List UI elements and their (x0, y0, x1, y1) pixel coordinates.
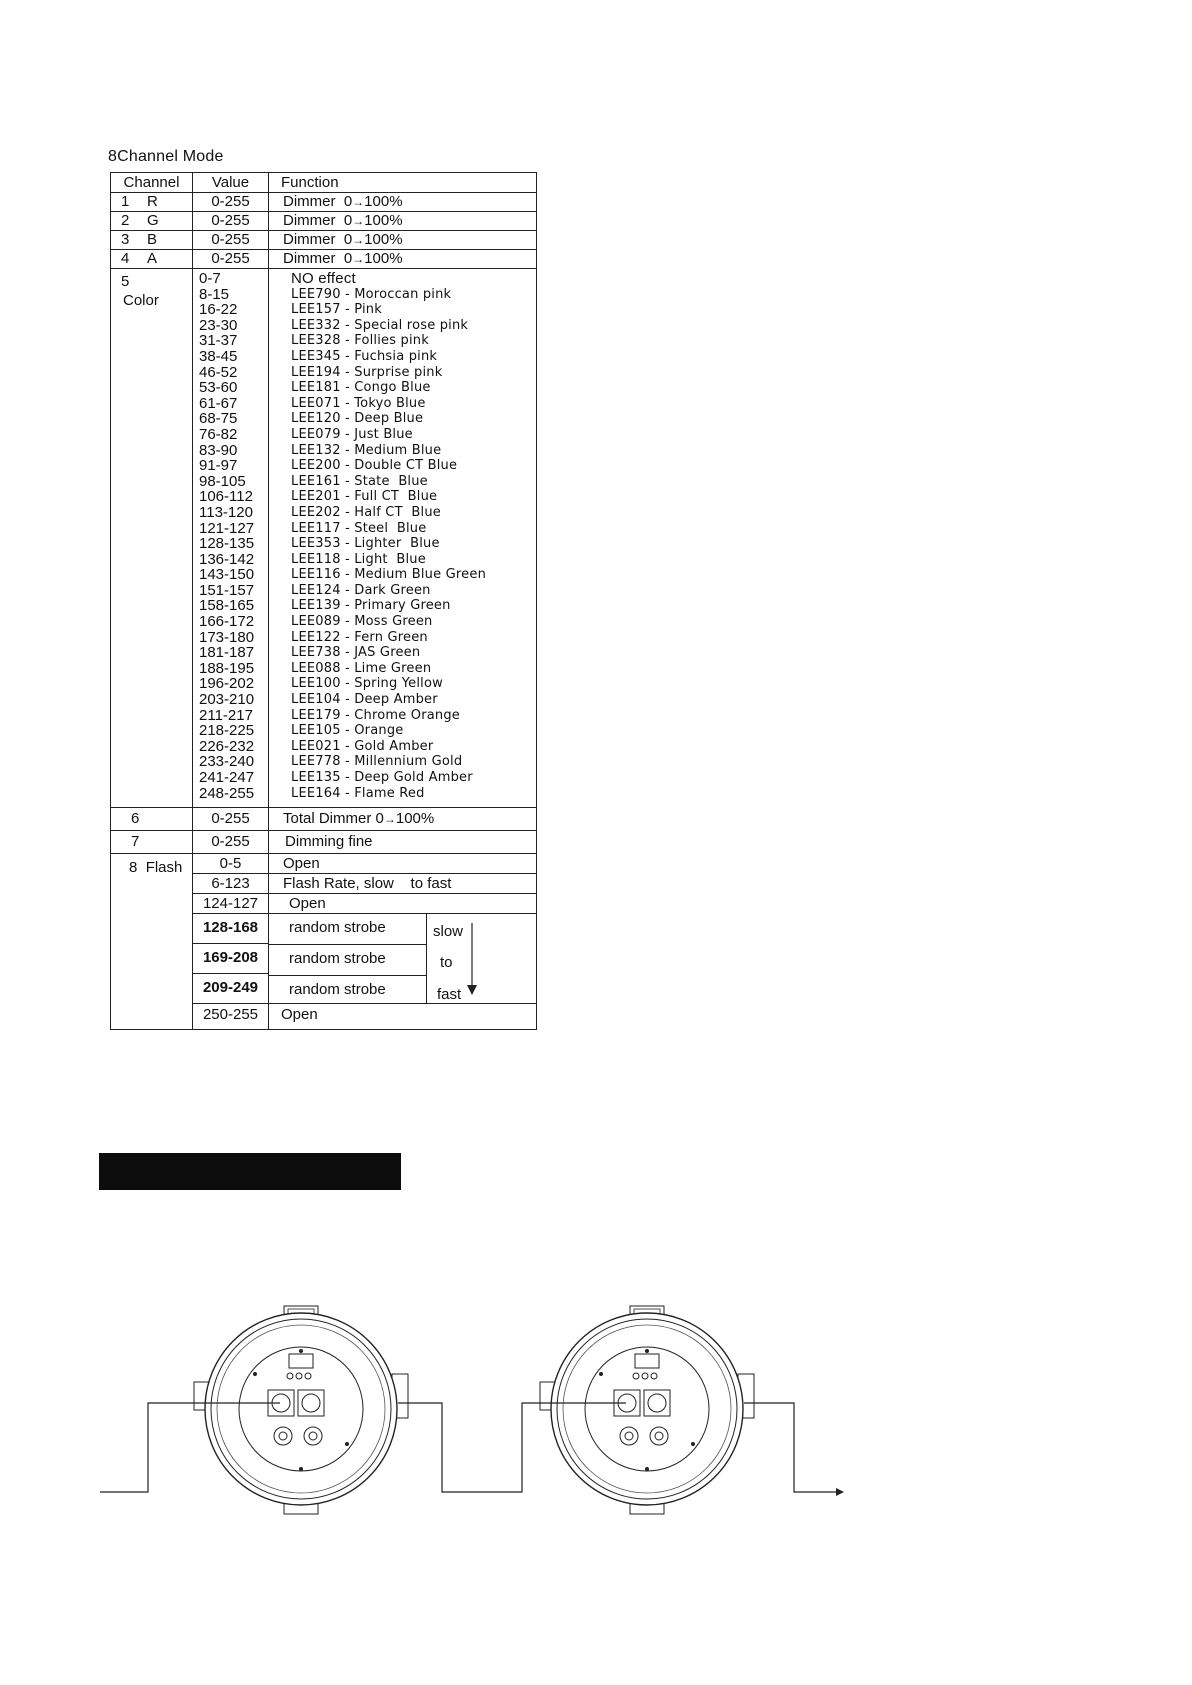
function-text: Flash Rate, slow to fast (269, 874, 537, 894)
table-row-dimming-fine (111, 831, 537, 854)
list-item: LEE200 - Double CT Blue (291, 458, 458, 474)
channel-table (110, 172, 537, 1030)
list-item: 128-135 (199, 535, 255, 553)
list-item: LEE202 - Half CT Blue (291, 504, 441, 520)
value-range: 0-5 (193, 854, 269, 874)
function-text: Dimmer 0 (283, 212, 353, 229)
header-channel: Channel (111, 173, 193, 193)
list-item: 136-142 (199, 550, 255, 568)
section-header-bar (99, 1153, 401, 1190)
table-row (111, 250, 537, 269)
list-item: 218-225 (199, 722, 255, 740)
function-text: Dimming fine (269, 831, 537, 854)
list-item: LEE104 - Deep Amber (291, 692, 438, 708)
list-item: 241-247 (199, 769, 255, 786)
function-text-end: 100% (364, 193, 403, 210)
flash-channel-number: 8 (129, 859, 138, 877)
mode-title: 8Channel Mode (108, 148, 224, 165)
list-item: 46-52 (199, 363, 238, 381)
function-text-end: 100% (364, 212, 403, 229)
down-arrow-icon (465, 921, 479, 997)
list-item: LEE179 - Chrome Orange (291, 707, 460, 723)
list-item: 61-67 (199, 394, 238, 412)
right-arrow-icon: → (352, 195, 365, 209)
list-item: LEE790 - Moroccan pink (291, 286, 452, 302)
channel-letter: A (147, 250, 158, 267)
list-item: LEE332 - Special rose pink (291, 317, 469, 333)
channel-number: 3 (121, 231, 130, 248)
value-range: 128-168 (193, 914, 269, 944)
table-row (111, 193, 537, 212)
value-range: 0-255 (193, 250, 269, 269)
list-item: 23-30 (199, 316, 238, 334)
list-item: LEE120 - Deep Blue (291, 411, 424, 427)
list-item: 121-127 (199, 519, 255, 537)
list-item: 91-97 (199, 457, 238, 475)
function-text-end: 100% (364, 231, 403, 248)
header-value: Value (193, 173, 269, 193)
value-range: 0-255 (193, 193, 269, 212)
value-range: 0-255 (193, 808, 269, 831)
list-item: 181-187 (199, 644, 255, 662)
list-item: 188-195 (199, 659, 255, 677)
list-item: 233-240 (199, 753, 255, 771)
list-item: 211-217 (199, 706, 253, 724)
list-item: 143-150 (199, 566, 255, 584)
function-text: Dimmer 0 (283, 193, 353, 210)
function-text: Total Dimmer 0 (283, 810, 384, 828)
list-item: 151-157 (199, 581, 255, 599)
right-arrow-icon (836, 1488, 844, 1496)
list-item: LEE345 - Fuchsia pink (291, 348, 438, 364)
color-channel-label: Color (123, 292, 159, 309)
list-item: LEE139 - Primary Green (291, 598, 451, 614)
color-channel-number: 5 (121, 273, 130, 290)
channel-number: 7 (111, 831, 193, 854)
color-function-list (291, 269, 536, 807)
list-item: LEE201 - Full CT Blue (291, 489, 438, 505)
channel-number: 4 (121, 250, 130, 267)
function-text: Dimmer 0 (283, 231, 353, 248)
list-item: 106-112 (199, 488, 253, 506)
list-item: 76-82 (199, 425, 238, 443)
list-item: LEE181 - Congo Blue (291, 380, 431, 396)
list-item: LEE118 - Light Blue (291, 551, 426, 567)
value-range: 0-255 (193, 231, 269, 250)
list-item: 68-75 (199, 410, 238, 428)
strobe-function: random strobe (269, 914, 426, 945)
function-text: Open (269, 894, 537, 914)
list-item: 196-202 (199, 675, 255, 693)
speed-fast-label: fast (437, 986, 462, 1004)
list-item: 158-165 (199, 597, 255, 615)
channel-letter: G (147, 212, 159, 229)
list-item: LEE088 - Lime Green (291, 660, 432, 676)
channel-letter: R (147, 193, 158, 210)
value-range: 0-255 (193, 212, 269, 231)
speed-to-label: to (440, 954, 453, 972)
channel-number: 1 (121, 193, 130, 210)
list-item: LEE122 - Fern Green (291, 629, 428, 645)
right-arrow-icon: → (352, 252, 365, 266)
function-text-end: 100% (395, 810, 435, 828)
table-row-total-dimmer (111, 808, 537, 831)
list-item: 98-105 (199, 472, 246, 490)
list-item: LEE353 - Lighter Blue (291, 536, 440, 552)
list-item: 203-210 (199, 691, 255, 709)
strobe-speed-indicator (426, 913, 541, 1003)
list-item: LEE135 - Deep Gold Amber (291, 770, 473, 785)
list-item: 173-180 (199, 628, 255, 646)
list-item: LEE161 - State Blue (291, 473, 428, 489)
table-row-color (111, 269, 537, 808)
list-item: 0-7 (199, 270, 221, 287)
list-item: LEE089 - Moss Green (291, 614, 433, 630)
function-text: Open (269, 854, 537, 874)
list-item: 38-45 (199, 347, 238, 365)
value-range: 169-208 (193, 944, 269, 974)
table-header (111, 173, 537, 193)
list-item: 16-22 (199, 301, 238, 319)
color-value-list (199, 269, 268, 807)
list-item: LEE157 - Pink (291, 302, 382, 318)
table-row (111, 231, 537, 250)
header-function: Function (269, 173, 537, 193)
value-range: 209-249 (193, 974, 269, 1004)
list-item: LEE100 - Spring Yellow (291, 676, 443, 692)
speed-slow-label: slow (433, 923, 464, 941)
list-item: 8-15 (199, 285, 230, 303)
list-item: LEE079 - Just Blue (291, 426, 413, 442)
list-item: LEE105 - Orange (291, 723, 404, 739)
list-item: LEE328 - Follies pink (291, 333, 429, 349)
function-text-end: 100% (364, 250, 403, 267)
list-item: LEE071 - Tokyo Blue (291, 395, 426, 411)
right-arrow-icon: → (352, 214, 365, 228)
list-item: 83-90 (199, 441, 238, 459)
list-item: 248-255 (199, 784, 255, 802)
flash-channel-label: Flash (145, 859, 183, 877)
daisy-chain-diagram (100, 1290, 860, 1530)
list-item: 31-37 (199, 332, 238, 350)
value-range: 0-255 (193, 831, 269, 854)
list-item: LEE164 - Flame Red (291, 785, 425, 801)
function-text: Dimmer 0 (283, 250, 353, 267)
list-item: 53-60 (199, 379, 238, 397)
list-item: LEE194 - Surprise pink (291, 364, 443, 380)
table-row (111, 212, 537, 231)
value-range: 124-127 (193, 894, 269, 914)
channel-number: 6 (111, 808, 193, 831)
list-item: 226-232 (199, 737, 255, 755)
right-arrow-icon: → (383, 812, 396, 827)
value-range: 6-123 (193, 874, 269, 894)
strobe-function: random strobe (289, 981, 386, 999)
list-item: 113-120 (199, 503, 253, 521)
list-item: LEE117 - Steel Blue (291, 520, 427, 536)
list-item: LEE021 - Gold Amber (291, 738, 434, 754)
table-row-flash-open (111, 854, 537, 874)
right-arrow-icon: → (352, 233, 365, 247)
list-item: LEE738 - JAS Green (291, 645, 421, 661)
list-item: NO effect (291, 270, 356, 287)
list-item: LEE778 - Millennium Gold (291, 754, 463, 770)
channel-number: 2 (121, 212, 130, 229)
list-item: 166-172 (199, 613, 255, 631)
list-item: LEE116 - Medium Blue Green (291, 567, 487, 583)
value-range: 250-255 (193, 1004, 269, 1030)
strobe-function: random strobe (269, 945, 426, 976)
list-item: LEE132 - Medium Blue (291, 442, 442, 458)
list-item: LEE124 - Dark Green (291, 582, 431, 598)
function-text: Open (269, 1004, 537, 1030)
channel-letter: B (147, 231, 158, 248)
